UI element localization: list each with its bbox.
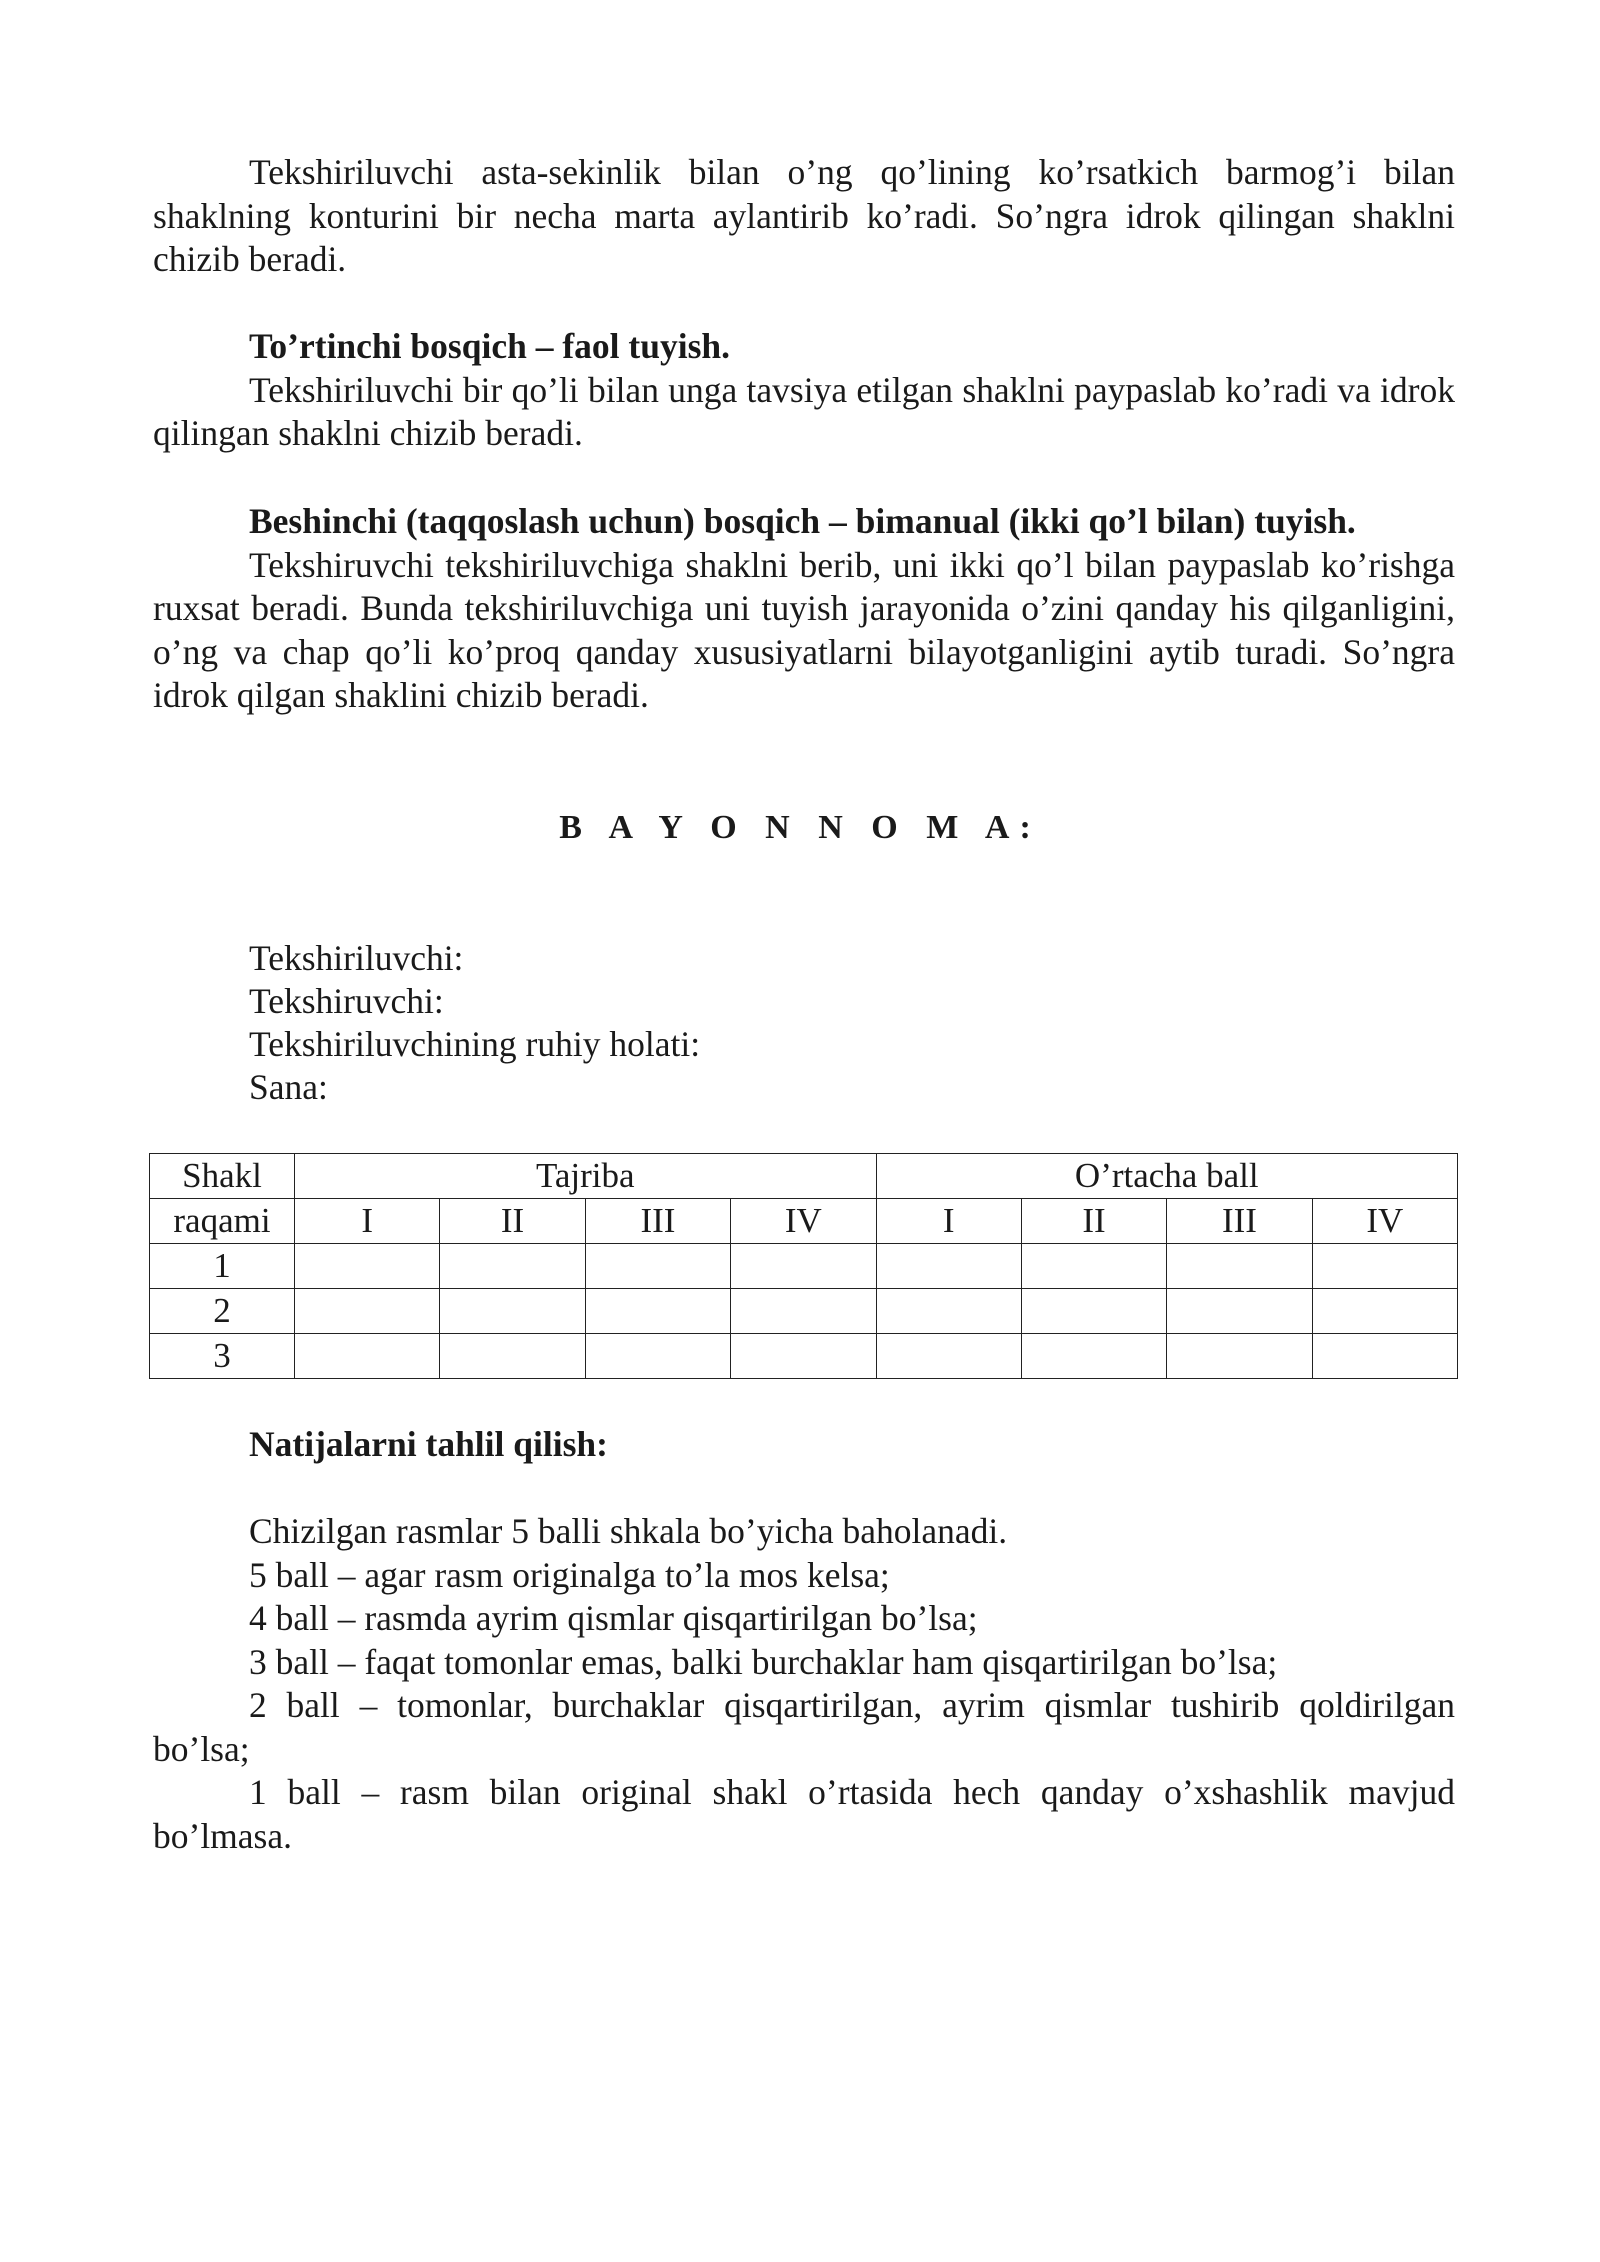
table-cell bbox=[876, 1334, 1021, 1379]
field-examiner: Tekshiruvchi: bbox=[249, 981, 444, 1021]
table-cell bbox=[1167, 1334, 1312, 1379]
table-cell bbox=[585, 1289, 730, 1334]
table-cell bbox=[295, 1244, 440, 1289]
score-5: 5 ball – agar rasm originalga to’la mos kelsa; bbox=[249, 1554, 890, 1595]
subheader-experiment-cell: II bbox=[440, 1199, 585, 1244]
analysis-intro: Chizilgan rasmlar 5 balli shkala bo’yicha baholanadi. bbox=[249, 1511, 1008, 1551]
analysis-heading-block bbox=[153, 1423, 1455, 1467]
protocol-title: B A Y O N N O M A: bbox=[559, 809, 1041, 846]
subheader-average-cell: III bbox=[1167, 1199, 1312, 1244]
stage5-block bbox=[153, 500, 1455, 718]
table-cell bbox=[731, 1334, 876, 1379]
field-date: Sana: bbox=[249, 1067, 328, 1107]
table-cell bbox=[440, 1244, 585, 1289]
table-cell bbox=[1312, 1334, 1457, 1379]
subheader-average-cell: IV bbox=[1312, 1199, 1457, 1244]
table-subheader-row bbox=[150, 1199, 1458, 1244]
table-row bbox=[150, 1244, 1458, 1289]
table-cell bbox=[585, 1244, 730, 1289]
header-shape-number-bottom: raqami bbox=[150, 1199, 295, 1244]
score-4: 4 ball – rasmda ayrim qismlar qisqartirilgan bo’lsa; bbox=[249, 1598, 978, 1638]
analysis-block bbox=[153, 1510, 1455, 1858]
row-number-cell: 2 bbox=[150, 1289, 295, 1334]
stage4-paragraph: Tekshiriluvchi bir qo’li bilan unga tavsiya etilgan shaklni paypaslab ko’radi va idrok qilingan shaklni chizib beradi. bbox=[153, 369, 1455, 453]
table-cell bbox=[1312, 1244, 1457, 1289]
subheader-experiment-cell: IV bbox=[731, 1199, 876, 1244]
results-table bbox=[149, 1153, 1458, 1379]
field-mental-state: Tekshiriluvchining ruhiy holati: bbox=[249, 1024, 701, 1064]
table-cell bbox=[1167, 1289, 1312, 1334]
table-cell bbox=[440, 1289, 585, 1334]
table-cell bbox=[1312, 1289, 1457, 1334]
intro-block bbox=[153, 151, 1455, 282]
table-row bbox=[150, 1289, 1458, 1334]
table-cell bbox=[295, 1334, 440, 1379]
subheader-average-cell: II bbox=[1021, 1199, 1166, 1244]
stage5-heading: Beshinchi (taqqoslash uchun) bosqich – bimanual (ikki qo’l bilan) tuyish. bbox=[249, 501, 1356, 541]
stage4-block bbox=[153, 325, 1455, 456]
table-cell bbox=[1021, 1244, 1166, 1289]
field-subject: Tekshiriluvchi: bbox=[249, 938, 464, 978]
header-average-score: O’rtacha ball bbox=[876, 1154, 1458, 1199]
subheader-average-cell: I bbox=[876, 1199, 1021, 1244]
table-cell bbox=[440, 1334, 585, 1379]
table-cell bbox=[1021, 1334, 1166, 1379]
score-3: 3 ball – faqat tomonlar emas, balki burchaklar ham qisqartirilgan bo’lsa; bbox=[249, 1641, 1278, 1682]
subheader-experiment-cell: I bbox=[295, 1199, 440, 1244]
table-cell bbox=[876, 1289, 1021, 1334]
score-2: 2 ball – tomonlar, burchaklar qisqartirilgan, ayrim qismlar tushirib qoldirilgan bo’lsa; bbox=[153, 1685, 1455, 1769]
header-shape-number-top: Shakl bbox=[150, 1154, 295, 1199]
row-number-cell: 1 bbox=[150, 1244, 295, 1289]
score-1: 1 ball – rasm bilan original shakl o’rtasida hech qanday o’xshashlik mavjud bo’lmasa. bbox=[153, 1772, 1455, 1856]
table-row bbox=[150, 1334, 1458, 1379]
intro-paragraph: Tekshiriluvchi asta-sekinlik bilan o’ng qo’lining ko’rsatkich barmog’i bilan shaklning konturini bir necha marta aylantirib ko’radi. So’ngra idrok qilingan shaklni chizib beradi. bbox=[153, 152, 1455, 279]
table-header-row bbox=[150, 1154, 1458, 1199]
analysis-heading: Natijalarni tahlil qilish: bbox=[249, 1424, 608, 1464]
table-cell bbox=[876, 1244, 1021, 1289]
table-cell bbox=[295, 1289, 440, 1334]
subheader-experiment-cell: III bbox=[585, 1199, 730, 1244]
table-cell bbox=[1167, 1244, 1312, 1289]
table-cell bbox=[731, 1289, 876, 1334]
header-experiment: Tajriba bbox=[295, 1154, 877, 1199]
stage4-heading: To’rtinchi bosqich – faol tuyish. bbox=[249, 326, 731, 366]
table-cell bbox=[731, 1244, 876, 1289]
table-cell bbox=[1021, 1289, 1166, 1334]
table-cell bbox=[585, 1334, 730, 1379]
stage5-paragraph: Tekshiruvchi tekshiriluvchiga shaklni berib, uni ikki qo’l bilan paypaslab ko’rishga ruxsat beradi. Bunda tekshiriluvchiga uni tuyish jarayonida o’zini qanday his qilganligini, o’ng va chap qo’li ko’proq qanday xususiyatlarni bilayotganligini aytib turadi. So’ngra idrok qilgan shaklini chizib beradi. bbox=[153, 544, 1455, 715]
row-number-cell: 3 bbox=[150, 1334, 295, 1379]
